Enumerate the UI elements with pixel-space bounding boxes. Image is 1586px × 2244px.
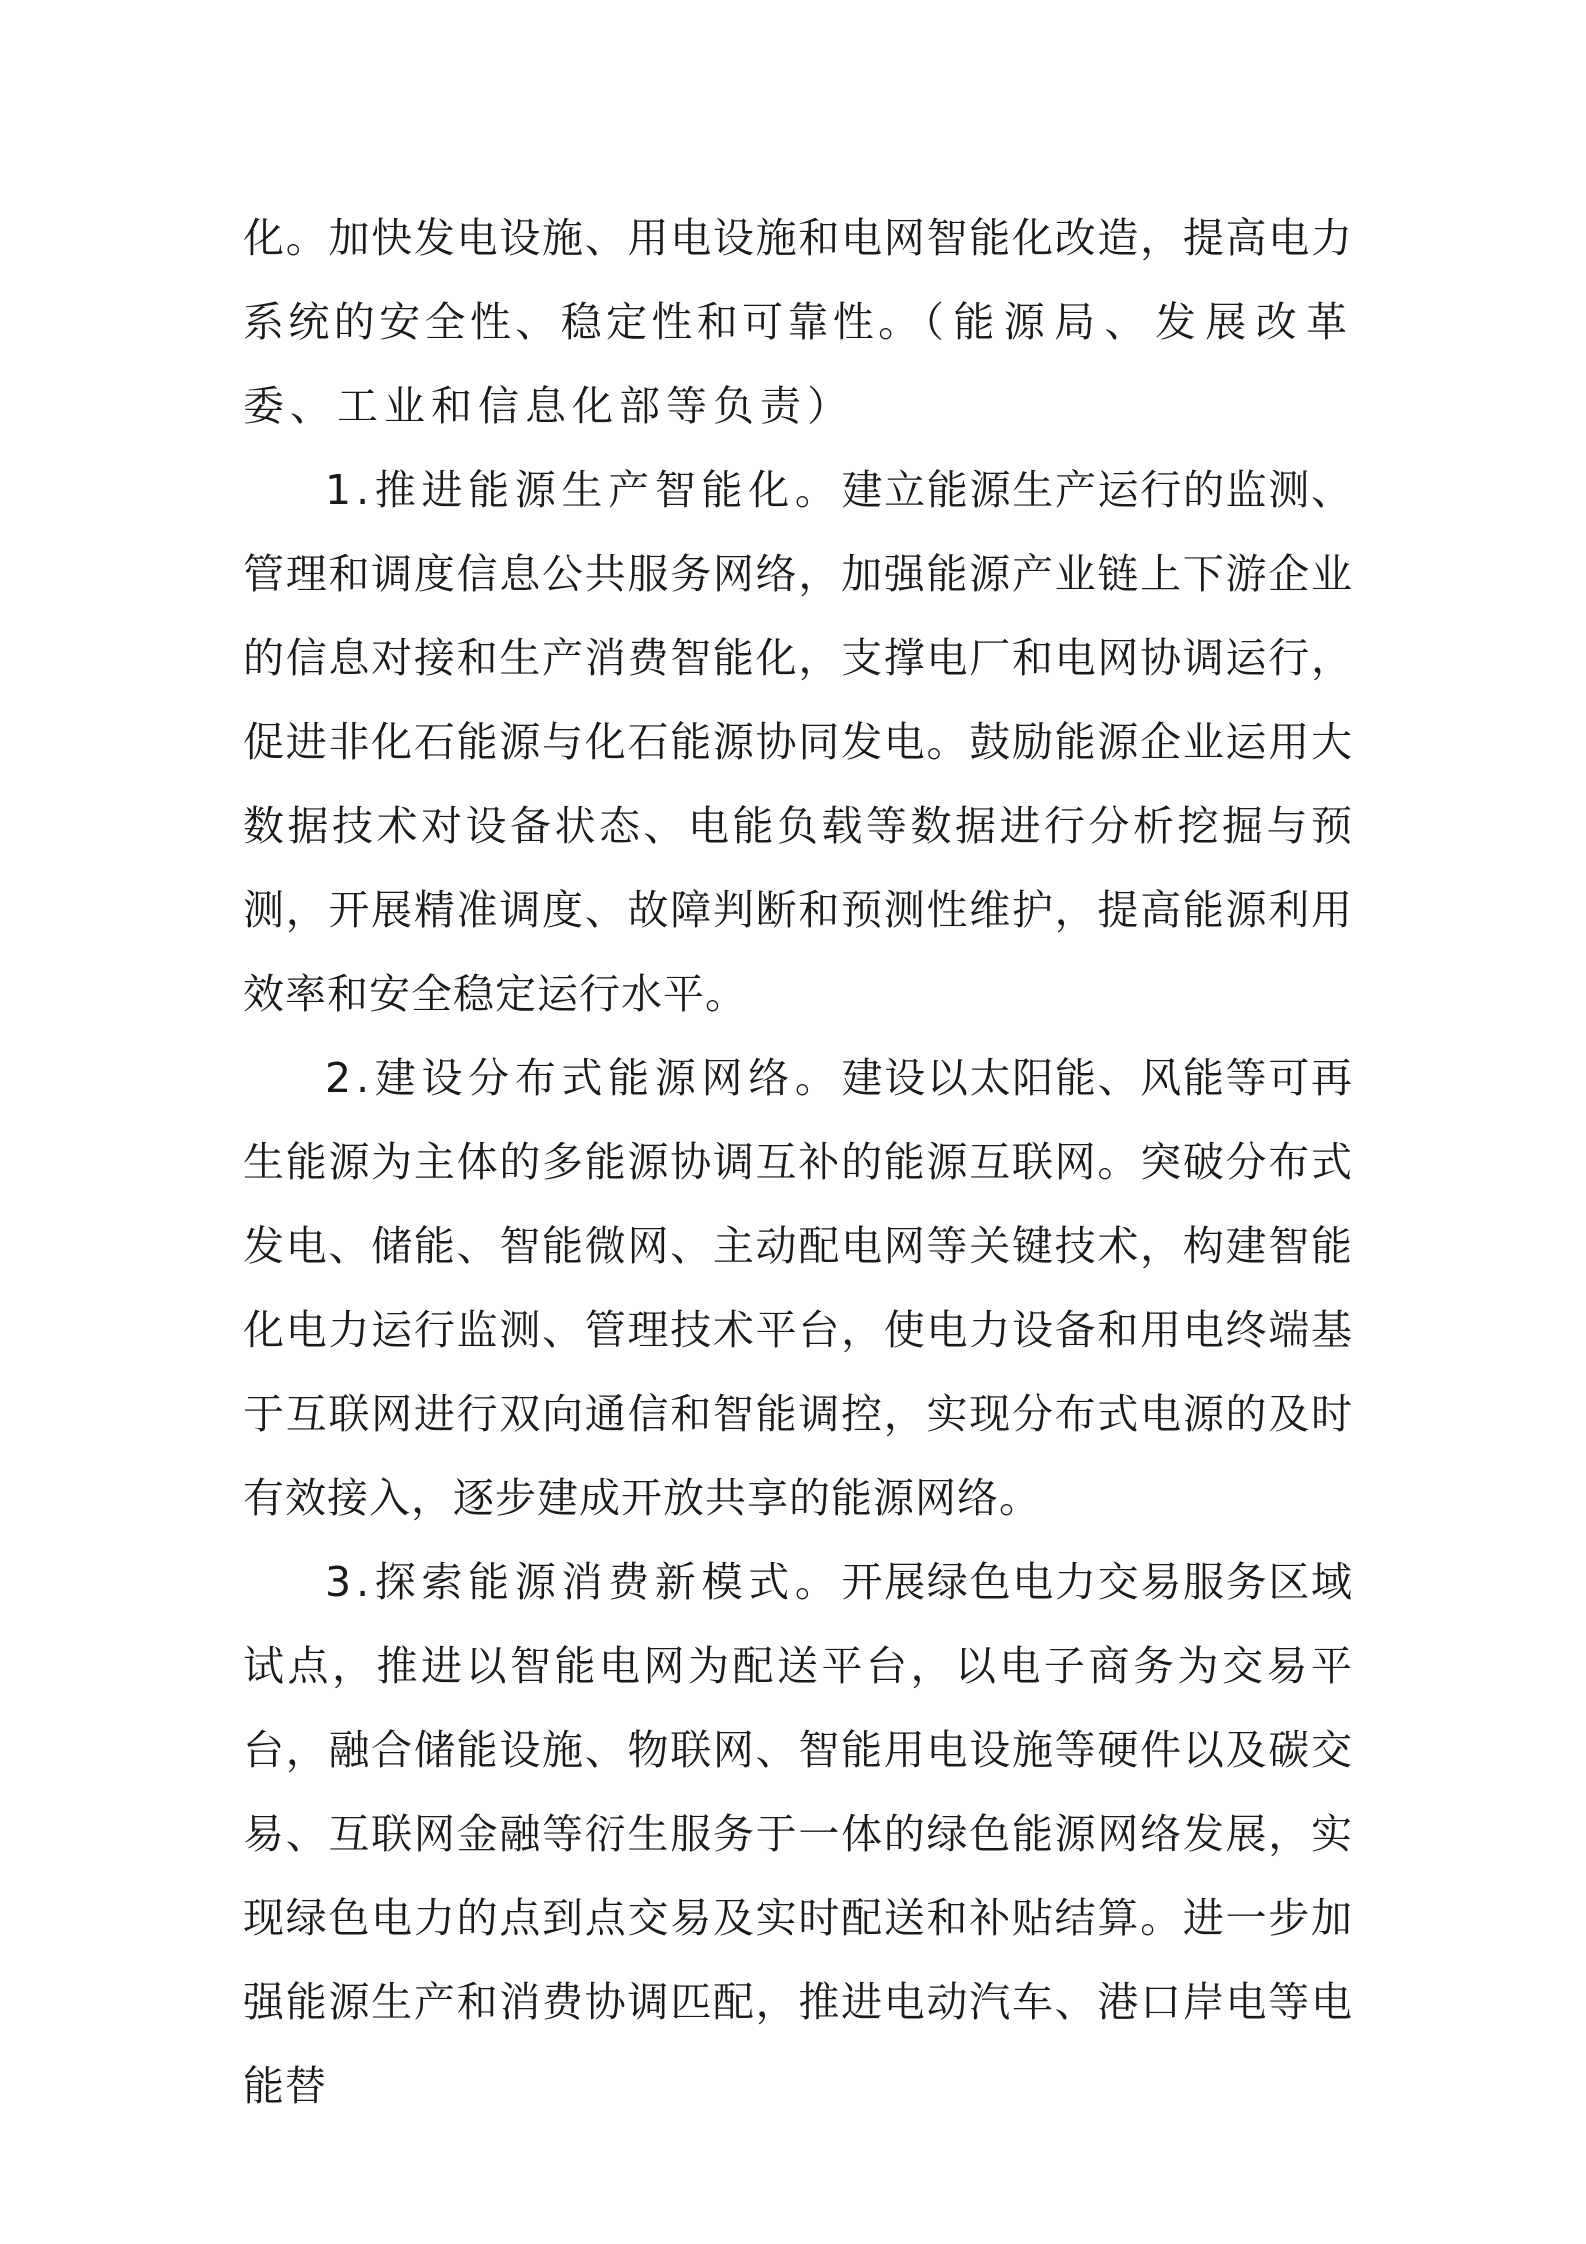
responsibility-note: （能源局、发展改革委、工业和信息化部等负责）	[243, 298, 1354, 430]
paragraph-section-3	[243, 1540, 1353, 2128]
section-3-heading: 3.探索能源消费新模式。	[325, 1558, 842, 1606]
document-body	[243, 196, 1353, 2128]
paragraph-intro-text: 化。加快发电设施、用电设施和电网智能化改造，提高电力系统的安全性、稳定性和可靠性。	[243, 214, 1353, 346]
paragraph-section-1	[243, 448, 1353, 1036]
section-1-text: 建立能源生产运行的监测、管理和调度信息公共服务网络，加强能源产业链上下游企业的信息对接和生产消费智能化，支撑电厂和电网协调运行，促进非化石能源与化石能源协同发电。鼓励能源企业运用大数据技术对设备状态、电能负载等数据进行分析挖掘与预测，开展精准调度、故障判断和预测性维护，提高能源利用效率和安全稳定运行水平。	[243, 466, 1353, 1018]
paragraph-intro	[243, 196, 1353, 448]
section-1-heading: 1.推进能源生产智能化。	[325, 466, 842, 514]
section-3-text: 开展绿色电力交易服务区域试点，推进以智能电网为配送平台，以电子商务为交易平台，融合储能设施、物联网、智能用电设施等硬件以及碳交易、互联网金融等衍生服务于一体的绿色能源网络发展，实现绿色电力的点到点交易及实时配送和补贴结算。进一步加强能源生产和消费协调匹配，推进电动汽车、港口岸电等电能替	[243, 1558, 1353, 2110]
section-2-text: 建设以太阳能、风能等可再生能源为主体的多能源协调互补的能源互联网。突破分布式发电、储能、智能微网、主动配电网等关键技术，构建智能化电力运行监测、管理技术平台，使电力设备和用电终端基于互联网进行双向通信和智能调控，实现分布式电源的及时有效接入，逐步建成开放共享的能源网络。	[243, 1054, 1353, 1522]
section-2-heading: 2.建设分布式能源网络。	[325, 1054, 842, 1102]
paragraph-section-2	[243, 1036, 1353, 1540]
